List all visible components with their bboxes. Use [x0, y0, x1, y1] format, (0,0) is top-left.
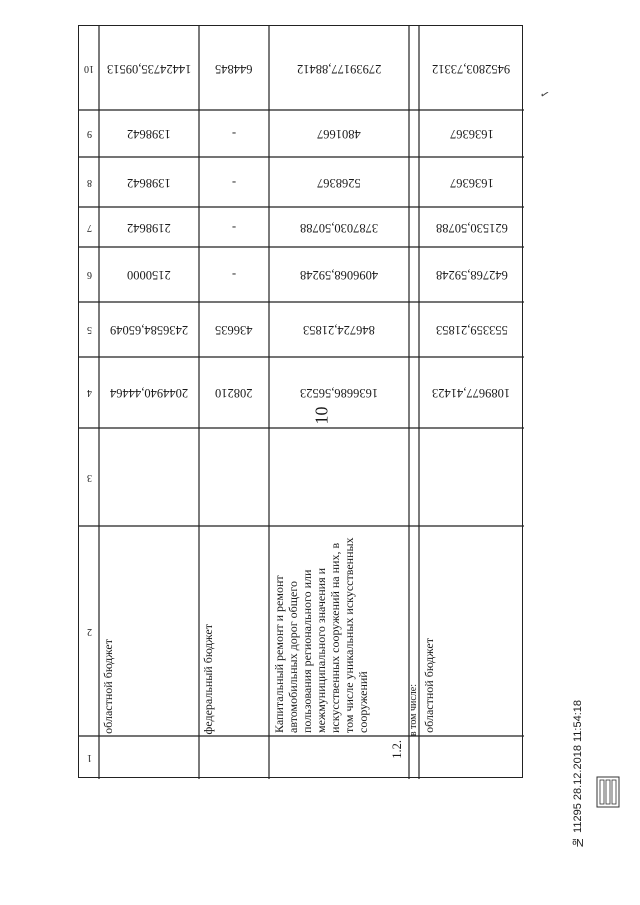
pen-mark: ✓: [538, 87, 551, 103]
row-label-federal-budget: федеральный бюджет: [201, 623, 215, 734]
table-cell: 4801667: [317, 127, 361, 141]
table-cell: 621530,50788: [435, 220, 508, 235]
header-col-4: 4: [86, 387, 92, 398]
table-cell: 1636367: [449, 175, 494, 190]
table-cell: -: [231, 220, 237, 235]
header-col-5: 5: [86, 324, 92, 335]
table-cell: 642768,59248: [435, 268, 508, 282]
row-label-regional-budget: областной бюджет: [101, 639, 115, 734]
table-cell: -: [231, 175, 237, 190]
table-cell: 1398642: [127, 127, 171, 141]
table-cell: 3787030,50788: [299, 220, 379, 235]
table-cell-total: 644845: [215, 61, 253, 76]
row-number: 1.2.: [390, 740, 404, 759]
table-cell: 4096068,59248: [299, 268, 379, 282]
header-col-6: 6: [86, 269, 92, 280]
header-col-2: 2: [86, 625, 92, 637]
table-cell: 1636686,56523: [299, 386, 379, 400]
header-col-3: 3: [86, 471, 92, 483]
electronic-document-stamp: [594, 775, 622, 809]
row-label-capital-repair: Капитальный ремонт и ремонт автомобильных дорог общего пользования регионального или межмуниципального значения и искусственных сооружений на них, в том числе уникальных искусственных сооружений: [272, 537, 370, 733]
table-cell: 846724,21853: [303, 323, 375, 337]
header-col-8: 8: [86, 176, 92, 188]
row-label-regional-budget-2: областной бюджет: [422, 638, 436, 733]
table-cell: -: [231, 127, 237, 141]
document-registration-footer: № 11295 28.12.2018 11:54:18: [572, 700, 584, 848]
table-cell: 553359,21853: [435, 323, 508, 337]
table-cell-total: 14424735,09513: [106, 61, 192, 76]
table-cell: 2044940,44464: [109, 386, 189, 400]
table-cell: 208210: [215, 386, 253, 400]
page-number: 10: [311, 406, 332, 425]
table-cell: 5268367: [317, 175, 361, 190]
table-cell: 1636367: [449, 127, 494, 141]
table-cell: -: [231, 268, 237, 282]
table-cell: 2150000: [127, 268, 171, 282]
row-label-including: в том числе:: [408, 683, 419, 736]
header-col-1: 1: [86, 752, 92, 763]
table-cell: 1398642: [127, 175, 171, 190]
budget-table: [78, 25, 523, 778]
table-cell-total: 27939177,88412: [296, 61, 382, 76]
table-cell: 2436584,65049: [109, 323, 189, 337]
header-col-7: 7: [86, 221, 92, 233]
header-col-10: 10: [84, 62, 94, 74]
table-cell: 436635: [215, 323, 253, 337]
table-cell: 1089677,41423: [432, 386, 511, 400]
table-cell-total: 9452803,73312: [432, 61, 511, 76]
table-cell: 2198642: [127, 220, 171, 235]
header-col-9: 9: [86, 128, 92, 139]
